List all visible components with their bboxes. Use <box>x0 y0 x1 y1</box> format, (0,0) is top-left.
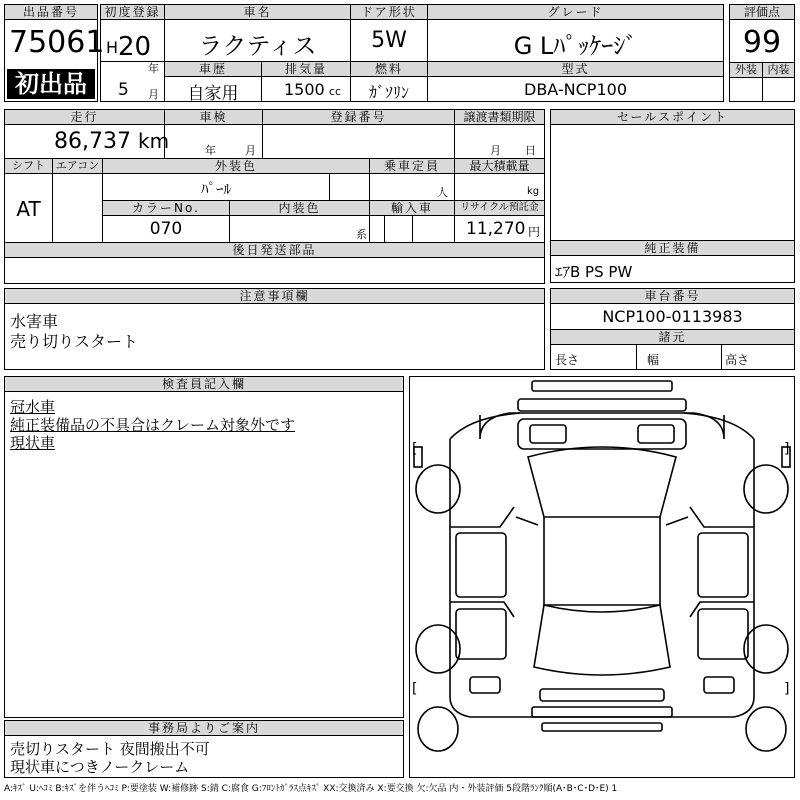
chassis-label: 車台番号 <box>551 289 794 304</box>
displacement-value: 1500 <box>284 80 325 99</box>
inspector-line-3: 現状車 <box>10 434 56 452</box>
int-color-unit: 系 <box>356 228 367 241</box>
notes-box <box>4 288 545 370</box>
transfer-label: 譲渡書類期限 <box>455 110 544 125</box>
first-reg-month: 5 <box>118 80 129 100</box>
history-value: 自家用 <box>187 84 239 104</box>
lot-label: 出品番号 <box>5 5 97 20</box>
ext-color-value: ﾊﾟｰﾙ <box>200 180 231 198</box>
notes-line-2: 売り切りスタート <box>10 332 139 351</box>
notes-label: 注意事項欄 <box>5 289 544 304</box>
first-reg-label: 初度登録 <box>101 5 164 20</box>
inspection-label: 車検 <box>165 110 262 125</box>
capacity-unit: 人 <box>437 186 448 199</box>
diagram-bracket-right-bottom: ] <box>784 681 790 697</box>
damage-legend: A:ｷｽﾞ U:ﾍｺﾐ B:ｷｽﾞを伴うﾍｺﾐ P:要塗装 W:補修跡 S:錆 C:腐食 G:ﾌﾛﾝﾄｶﾞﾗｽ点ｷｽﾞ XX:交換済み X:要交換 欠:欠品 内・外装評価 5段階ﾗﾝｸ順(A･B･C･D･E) 1 <box>4 784 618 794</box>
diagram-bracket-right-top: ] <box>784 441 790 457</box>
capacity-label: 乗車定員 <box>370 159 454 174</box>
import-label: 輸入車 <box>370 201 454 216</box>
inspector-label: 検査員記入欄 <box>5 377 403 392</box>
first-reg-year: 20 <box>118 32 152 62</box>
door-label: ドア形状 <box>351 5 427 20</box>
score-interior-label: 内装 <box>763 63 794 78</box>
displacement-unit: cc <box>329 85 342 98</box>
diagram-bracket-left-bottom: [ <box>412 681 418 697</box>
first-reg-year-unit: 年 <box>148 62 159 75</box>
recycle-unit: 円 <box>528 225 541 239</box>
model-code-label: 型式 <box>428 62 723 77</box>
score-box <box>729 4 795 102</box>
reg-number-label: 登録番号 <box>263 110 454 125</box>
mileage-unit: km <box>138 129 170 153</box>
car-name-value: ラクティス <box>198 32 317 60</box>
chassis-value: NCP100-0113983 <box>602 307 743 326</box>
score-value: 99 <box>742 25 782 60</box>
car-name-label: 車名 <box>165 5 350 20</box>
history-label: 車歴 <box>165 62 261 77</box>
door-value: 5W <box>371 28 407 53</box>
max-load-unit: kg <box>527 186 540 197</box>
inspection-month-unit: 月 <box>245 144 256 157</box>
chassis-box <box>550 288 795 370</box>
transfer-day-unit: 日 <box>525 144 536 157</box>
inspector-line-2: 純正装備品の不具合はクレーム対象外です <box>10 416 296 434</box>
inspection-year-unit: 年 <box>205 144 216 157</box>
lot-box <box>4 4 105 102</box>
max-load-label: 最大積載量 <box>455 159 544 174</box>
grade-value: G Lﾊﾟｯｹｰｼﾞ <box>513 32 638 60</box>
color-no-label: カラーNo. <box>103 201 229 216</box>
mileage-label: 走行 <box>5 110 164 125</box>
diagram-bracket-left-top: [ <box>412 441 418 457</box>
transfer-month-unit: 月 <box>490 144 501 157</box>
equipment-label: 純正装備 <box>551 241 794 256</box>
height-label: 高さ <box>725 353 750 367</box>
recycle-value: 11,270 <box>466 219 526 239</box>
equipment-value: ｴｱB PS PW <box>555 263 633 281</box>
sales-point-label: セールスポイント <box>551 110 794 125</box>
int-color-label: 内装色 <box>230 201 369 216</box>
later-parts-label: 後日発送部品 <box>5 243 544 258</box>
office-line-1: 売切りスタート 夜間搬出不可 <box>10 740 210 758</box>
length-label: 長さ <box>555 353 580 367</box>
recycle-label: リサイクル預託金 <box>455 201 544 216</box>
lot-number: 75061 <box>9 25 105 60</box>
inspector-line-1: 冠水車 <box>10 398 56 416</box>
fuel-value: ｶﾞｿﾘﾝ <box>368 83 409 102</box>
ext-color-label: 外装色 <box>103 159 369 174</box>
sales-point-box <box>550 109 795 283</box>
score-label: 評価点 <box>730 5 794 20</box>
first-reg-era: H <box>106 38 119 57</box>
lot-badge: 初出品 <box>7 69 95 99</box>
fuel-label: 燃料 <box>351 62 427 77</box>
mileage-value: 86,737 <box>54 129 131 154</box>
color-no-value: 070 <box>149 219 183 239</box>
first-reg-month-unit: 月 <box>148 88 159 101</box>
aircon-label: エアコン <box>53 159 102 174</box>
office-label: 事務局よりご案内 <box>5 721 403 736</box>
grade-label: グレード <box>428 5 723 20</box>
shift-value: AT <box>16 197 41 221</box>
dimensions-label: 諸元 <box>551 330 794 345</box>
notes-line-1: 水害車 <box>10 312 59 331</box>
office-box <box>4 720 404 778</box>
shift-label: シフト <box>5 159 52 174</box>
car-damage-diagram <box>410 377 794 777</box>
inspector-box <box>4 376 404 718</box>
score-exterior-label: 外装 <box>730 63 762 78</box>
model-code-value: DBA-NCP100 <box>524 80 627 99</box>
width-label: 幅 <box>647 353 660 367</box>
office-line-2: 現状車につきノークレーム <box>10 758 190 776</box>
displacement-label: 排気量 <box>262 62 350 77</box>
